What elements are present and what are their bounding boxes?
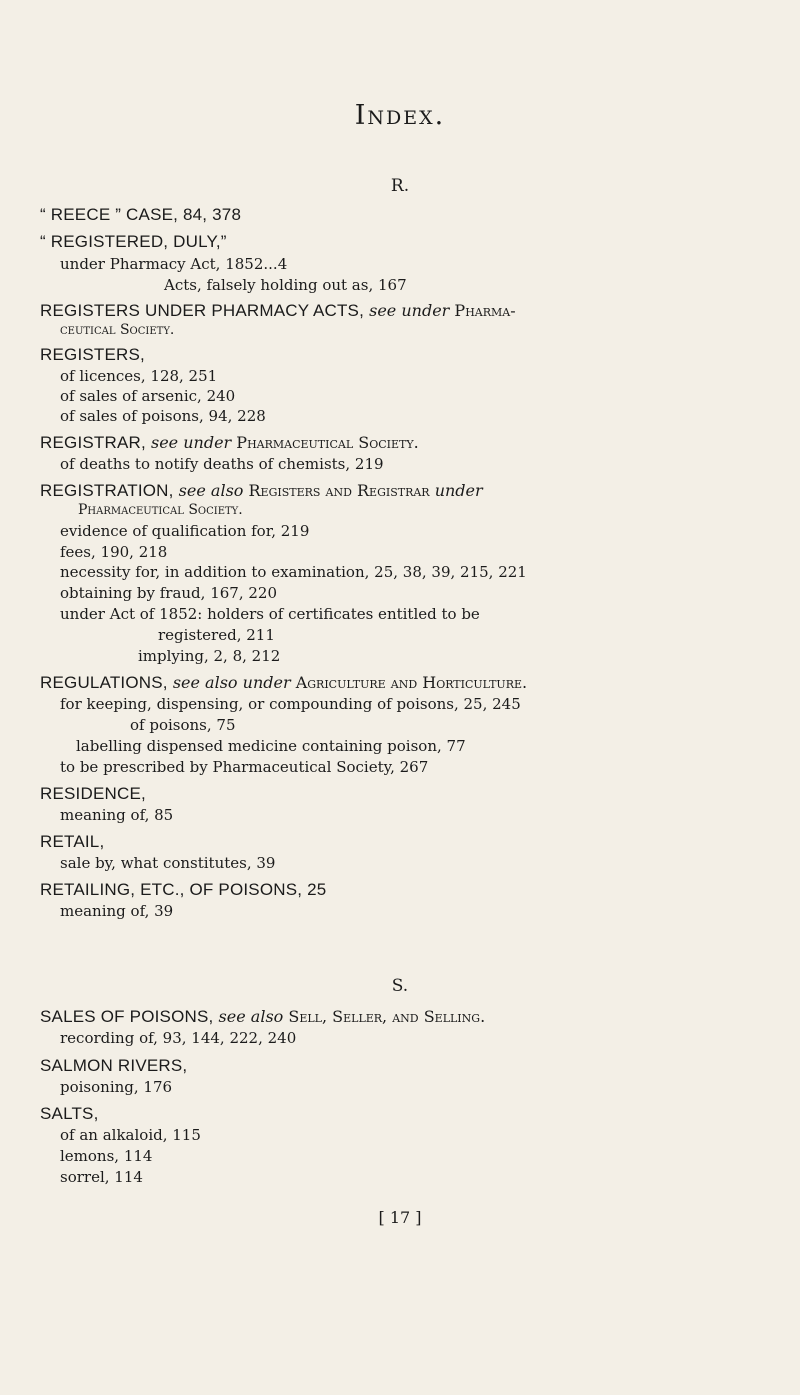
see-reference: under xyxy=(434,481,483,500)
entry-subline: sale by, what constitutes, 39 xyxy=(60,854,276,872)
index-entry xyxy=(40,831,764,852)
entry-subline: sorrel, 114 xyxy=(60,1168,143,1186)
entry-heading: REGISTERS UNDER PHARMACY ACTS, xyxy=(40,301,365,320)
see-reference: see also xyxy=(218,1007,284,1026)
entry-heading: REGISTRAR, xyxy=(40,433,146,452)
page-title: Index. xyxy=(354,100,446,131)
entry-subline: of an alkaloid, 115 xyxy=(60,1126,201,1144)
entry-subline: recording of, 93, 144, 222, 240 xyxy=(60,1029,297,1047)
entry-heading: REGISTERS, xyxy=(40,345,145,364)
entry-subline: to be prescribed by Pharmaceutical Society, 267 xyxy=(60,758,429,776)
page-number: [ 17 ] xyxy=(378,1208,422,1227)
index-entry xyxy=(40,672,764,693)
entry-subline: Acts, falsely holding out as, 167 xyxy=(164,276,407,294)
entry-heading: “ REGISTERED, DULY,” xyxy=(40,232,227,251)
entry-subline: lemons, 114 xyxy=(60,1147,153,1165)
entry-subline: of licences, 128, 251 xyxy=(60,367,218,385)
cross-reference: Agriculture and Horticulture. xyxy=(295,673,528,692)
entry-heading: REGISTRATION, xyxy=(40,481,174,500)
index-entry xyxy=(40,879,764,900)
entry-subline: of poisons, 75 xyxy=(130,716,236,734)
entry-subline: under Act of 1852: holders of certificates entitled to be xyxy=(60,605,480,623)
index-entry xyxy=(40,231,764,252)
see-reference: see also under xyxy=(172,673,291,692)
section-letter-r: R. xyxy=(390,176,410,196)
entry-subline: of deaths to notify deaths of chemists, 219 xyxy=(60,455,384,473)
entry-subline: registered, 211 xyxy=(158,626,275,644)
entry-heading: REGULATIONS, xyxy=(40,673,168,692)
entry-subline: for keeping, dispensing, or compounding of poisons, 25, 245 xyxy=(60,695,521,713)
cross-reference: Pharmaceutical Society. xyxy=(236,433,419,452)
entry-subline: obtaining by fraud, 167, 220 xyxy=(60,584,277,602)
index-entry xyxy=(40,1103,764,1124)
entry-heading: SALTS, xyxy=(40,1104,99,1123)
entry-heading: SALES OF POISONS, xyxy=(40,1007,214,1026)
see-reference: see under xyxy=(369,301,450,320)
index-entry xyxy=(40,432,764,453)
index-entry xyxy=(40,344,764,365)
entry-subline: implying, 2, 8, 212 xyxy=(138,647,281,665)
entry-subline: necessity for, in addition to examination, 25, 38, 39, 215, 221 xyxy=(60,563,527,581)
index-entry xyxy=(40,300,764,321)
entry-subline: under Pharmacy Act, 1852...4 xyxy=(60,255,288,273)
see-reference: see under xyxy=(151,433,232,452)
index-entry xyxy=(40,1006,764,1027)
entry-heading: RETAIL, xyxy=(40,832,105,851)
index-entry xyxy=(40,1055,764,1076)
entry-subline: fees, 190, 218 xyxy=(60,543,168,561)
entry-subline: labelling dispensed medicine containing poison, 77 xyxy=(76,737,466,755)
entry-subline: of sales of arsenic, 240 xyxy=(60,387,236,405)
entry-heading: SALMON RIVERS, xyxy=(40,1056,188,1075)
section-letter-s: S. xyxy=(391,976,409,996)
cross-reference: ceutical Society. xyxy=(60,322,175,338)
entry-heading: RESIDENCE, xyxy=(40,784,146,803)
cross-reference: Pharma- xyxy=(454,301,516,320)
entry-heading: “ REECE ” CASE, 84, 378 xyxy=(40,205,242,224)
cross-reference: Sell, Seller, and Selling. xyxy=(288,1007,486,1026)
see-reference: see also xyxy=(178,481,244,500)
cross-reference: Pharmaceutical Society. xyxy=(78,502,243,518)
index-entry xyxy=(40,783,764,804)
entry-subline: meaning of, 85 xyxy=(60,806,174,824)
index-entry xyxy=(40,204,764,225)
index-entry xyxy=(40,480,764,501)
cross-reference: Registers and Registrar xyxy=(248,481,430,500)
entry-subline: evidence of qualification for, 219 xyxy=(60,522,310,540)
entry-subline: poisoning, 176 xyxy=(60,1078,173,1096)
entry-heading: RETAILING, ETC., OF POISONS, 25 xyxy=(40,880,327,899)
entry-subline: of sales of poisons, 94, 228 xyxy=(60,407,266,425)
entry-subline: meaning of, 39 xyxy=(60,902,174,920)
